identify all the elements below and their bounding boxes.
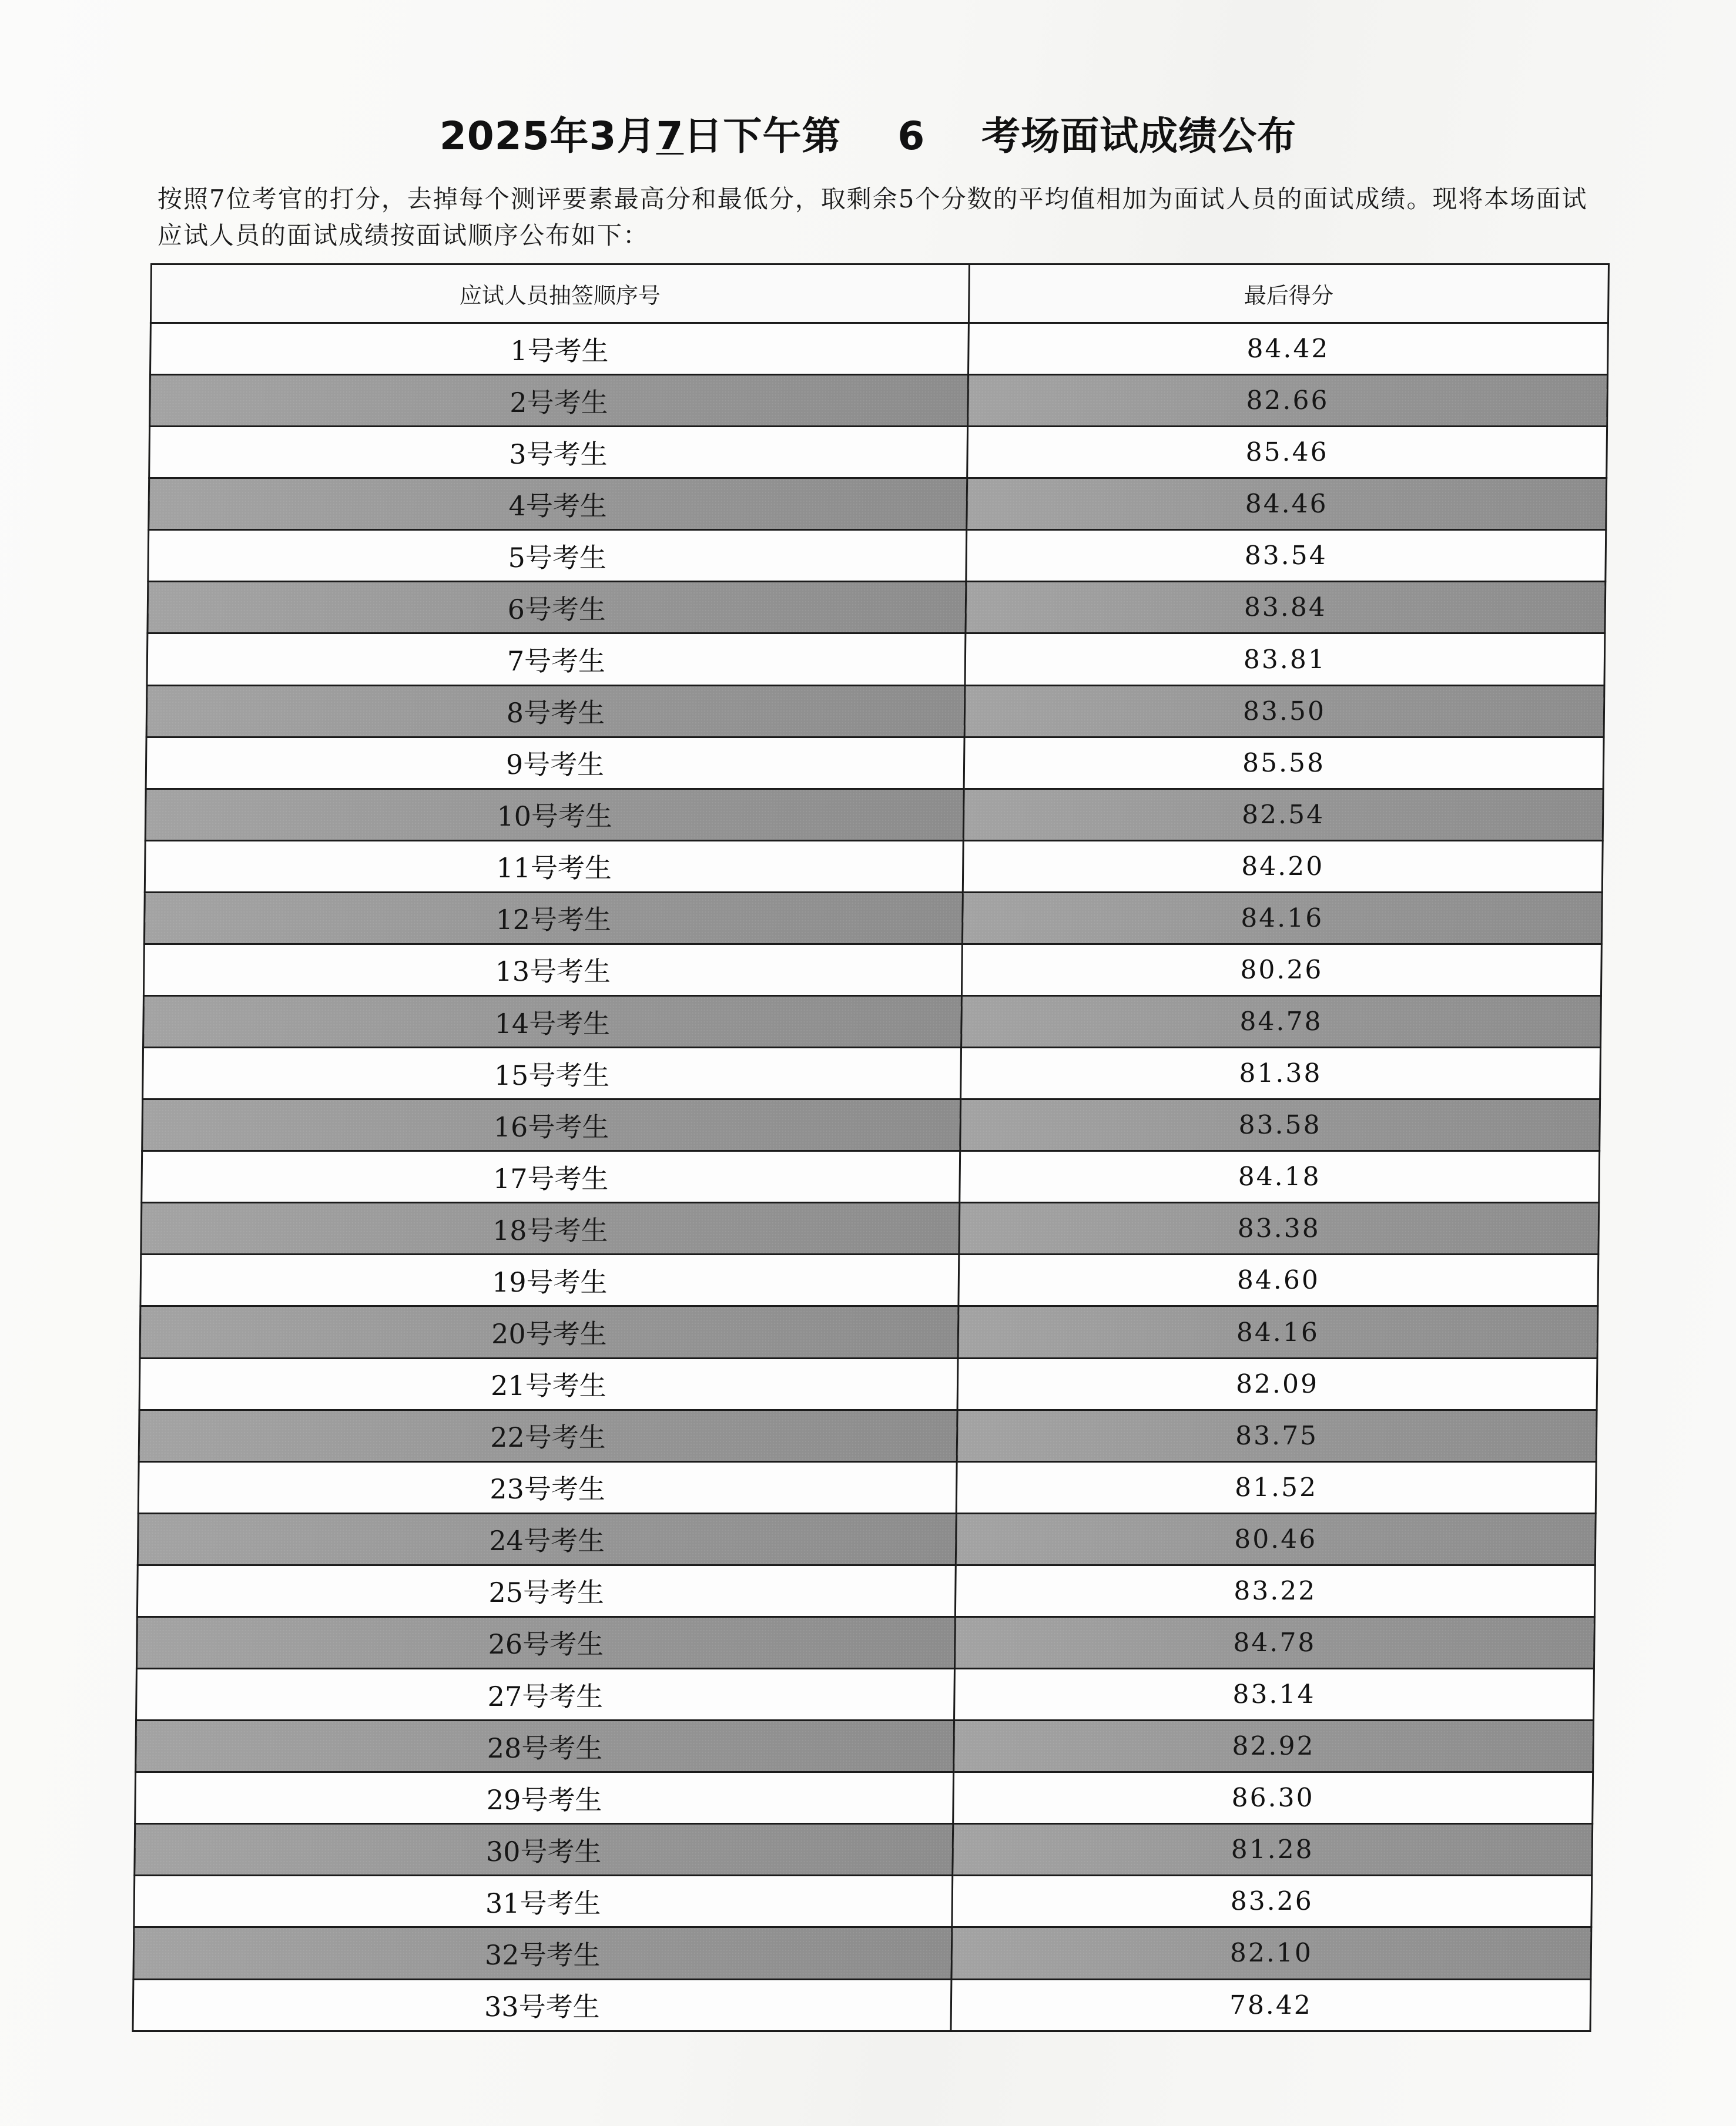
table-row <box>134 1876 1592 1927</box>
candidate-label: 26号考生 <box>136 1617 955 1668</box>
candidate-label: 20号考生 <box>140 1306 959 1358</box>
candidate-score: 84.78 <box>954 1617 1594 1668</box>
header-final-score: 最后得分 <box>968 264 1608 323</box>
candidate-score: 85.58 <box>964 737 1604 789</box>
candidate-label: 33号考生 <box>133 1979 951 2031</box>
candidate-score: 83.54 <box>966 530 1606 582</box>
table-row <box>141 1203 1599 1255</box>
table-row <box>150 375 1608 427</box>
candidate-score: 82.92 <box>954 1721 1594 1772</box>
table-row <box>148 530 1606 582</box>
title-suffix: 考场面试成绩公布 <box>925 113 1297 159</box>
title-prefix: 2025年3月 <box>439 113 656 159</box>
table-row <box>143 944 1601 995</box>
table-row <box>135 1772 1593 1824</box>
candidate-score: 84.60 <box>959 1255 1598 1306</box>
table-row <box>146 685 1604 737</box>
table-row <box>136 1669 1594 1721</box>
table-row <box>140 1255 1598 1306</box>
candidate-score: 81.52 <box>956 1461 1596 1513</box>
table-row <box>149 427 1607 478</box>
candidate-score: 83.75 <box>957 1410 1597 1461</box>
candidate-label: 8号考生 <box>146 685 965 737</box>
candidate-label: 22号考生 <box>139 1410 957 1461</box>
candidate-label: 7号考生 <box>147 633 966 685</box>
page-title <box>0 105 1736 160</box>
candidate-label: 9号考生 <box>146 737 964 789</box>
candidate-score: 83.14 <box>954 1669 1594 1721</box>
candidate-score: 81.28 <box>953 1824 1593 1876</box>
table-row <box>140 1306 1598 1358</box>
candidate-label: 32号考生 <box>133 1927 952 1979</box>
candidate-label: 2号考生 <box>150 375 968 427</box>
candidate-label: 12号考生 <box>144 892 963 944</box>
candidate-label: 10号考生 <box>145 789 964 840</box>
candidate-score: 82.09 <box>957 1358 1597 1410</box>
table-row <box>133 1979 1591 2031</box>
candidate-score: 84.16 <box>962 892 1602 944</box>
table-row <box>138 1461 1596 1513</box>
candidate-score: 83.26 <box>952 1876 1592 1927</box>
table-row <box>133 1927 1591 1979</box>
candidate-label: 23号考生 <box>138 1461 957 1513</box>
table-header-row <box>150 264 1608 323</box>
candidate-score: 84.18 <box>960 1151 1600 1203</box>
candidate-score: 86.30 <box>953 1772 1593 1824</box>
candidate-score: 82.10 <box>951 1927 1591 1979</box>
candidate-label: 16号考生 <box>142 1099 961 1151</box>
candidate-label: 1号考生 <box>150 323 969 375</box>
candidate-score: 84.16 <box>958 1306 1598 1358</box>
table-row <box>139 1410 1597 1461</box>
candidate-label: 15号考生 <box>143 1048 961 1099</box>
candidate-label: 17号考生 <box>142 1151 960 1203</box>
candidate-label: 18号考生 <box>141 1203 960 1255</box>
candidate-score: 80.26 <box>961 944 1601 995</box>
candidate-label: 28号考生 <box>136 1721 954 1772</box>
candidate-label: 5号考生 <box>148 530 967 582</box>
candidate-score: 84.46 <box>967 478 1607 530</box>
title-middle: 日下午第 <box>683 113 898 159</box>
table-row <box>139 1358 1597 1410</box>
table-row <box>143 996 1601 1048</box>
candidate-score: 85.46 <box>967 427 1607 478</box>
candidate-label: 19号考生 <box>140 1255 959 1306</box>
table-row <box>145 840 1603 892</box>
candidate-score: 84.42 <box>968 323 1608 375</box>
candidate-score: 84.20 <box>963 840 1603 892</box>
table-row <box>150 323 1608 375</box>
candidate-score: 81.38 <box>961 1048 1601 1099</box>
candidate-label: 25号考生 <box>137 1565 956 1617</box>
candidate-score: 82.66 <box>968 375 1608 427</box>
candidate-label: 27号考生 <box>136 1669 955 1721</box>
score-table <box>132 263 1610 2032</box>
table-row <box>136 1617 1594 1668</box>
table-row <box>147 633 1605 685</box>
candidate-label: 11号考生 <box>145 840 963 892</box>
candidate-label: 14号考生 <box>143 996 962 1048</box>
table-row <box>142 1099 1600 1151</box>
table-row <box>138 1513 1596 1565</box>
candidate-label: 31号考生 <box>134 1876 953 1927</box>
table-row <box>149 478 1607 530</box>
header-draw-order: 应试人员抽签顺序号 <box>150 264 969 323</box>
table-row <box>143 1048 1601 1099</box>
candidate-score: 83.22 <box>955 1565 1595 1617</box>
candidate-score: 83.58 <box>960 1099 1600 1151</box>
table-row <box>146 737 1604 789</box>
table-row <box>144 892 1602 944</box>
table-row <box>135 1824 1593 1876</box>
title-day: 7 <box>656 113 684 159</box>
candidate-score: 84.78 <box>961 996 1601 1048</box>
candidate-label: 3号考生 <box>149 427 968 478</box>
candidate-score: 83.84 <box>966 582 1606 633</box>
table-row <box>145 789 1603 840</box>
candidate-label: 6号考生 <box>148 582 966 633</box>
candidate-label: 4号考生 <box>149 478 967 530</box>
candidate-score: 80.46 <box>956 1513 1596 1565</box>
candidate-score: 78.42 <box>951 1979 1591 2031</box>
intro-paragraph: 按照7位考官的打分，去掉每个测评要素最高分和最低分，取剩余5个分数的平均值相加为面试人员的面试成绩。现将本场面试应试人员的面试成绩按面试顺序公布如下： <box>157 185 1588 250</box>
title-room-number: 6 <box>897 113 926 159</box>
table-row <box>136 1721 1594 1772</box>
candidate-label: 24号考生 <box>138 1513 956 1565</box>
candidate-score: 83.81 <box>965 633 1605 685</box>
candidate-label: 13号考生 <box>143 944 962 995</box>
table-row <box>142 1151 1600 1203</box>
candidate-label: 21号考生 <box>139 1358 958 1410</box>
candidate-label: 30号考生 <box>135 1824 953 1876</box>
candidate-score: 83.50 <box>964 685 1604 737</box>
candidate-score: 82.54 <box>963 789 1603 840</box>
candidate-label: 29号考生 <box>135 1772 954 1824</box>
table-row <box>137 1565 1595 1617</box>
score-table-body <box>133 323 1608 2031</box>
table-row <box>148 582 1606 633</box>
candidate-score: 83.38 <box>959 1203 1599 1255</box>
